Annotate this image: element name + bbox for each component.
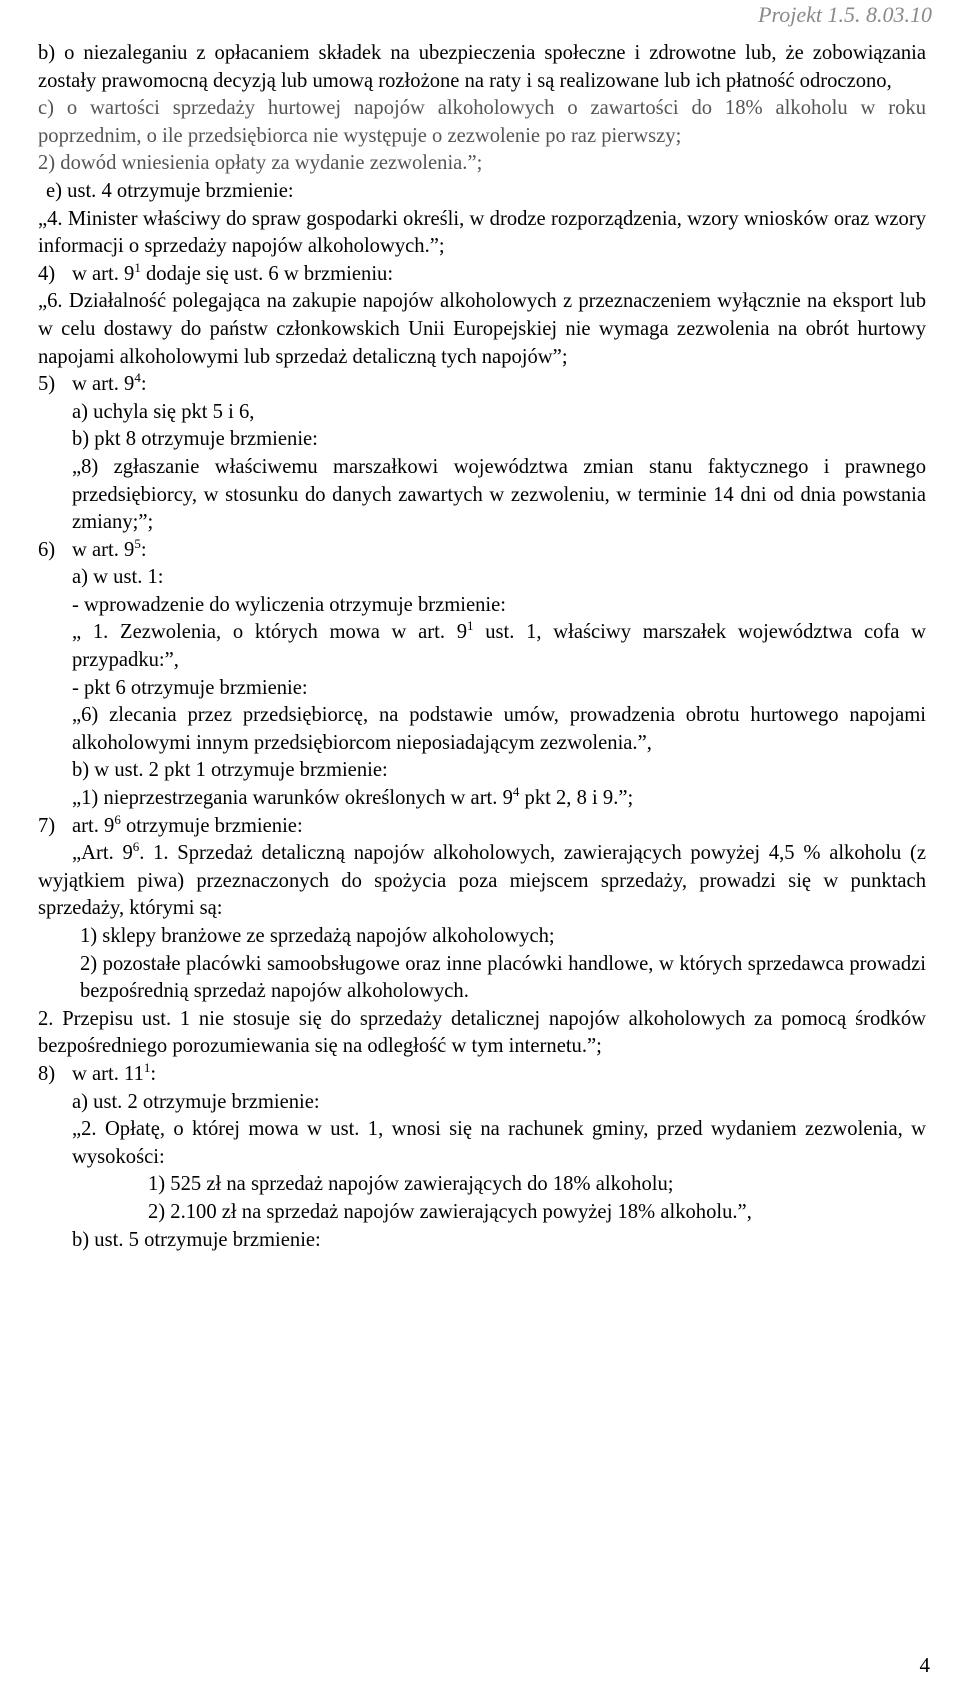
item-number: 7) — [38, 814, 56, 837]
item-6 — [38, 537, 926, 565]
quote-ust1: „ 1. Zezwolenia, o których mowa w art. $9^1$ ust. 1, właściwy marszałek województwa cofa w przypadku:”, — [72, 618, 926, 672]
quote-pkt8: „8) zgłaszanie właściwemu marszałkowi województwa zmian stanu faktycznego i prawnego przedsiębiorcy, w stosunku do danych zawartych w zezwoleniu, w terminie 14 dni od dnia powstania zmiany;”; — [72, 455, 926, 534]
oplata-point-1: 1) 525 zł na sprzedaż napojów zawierających do 18% alkoholu; — [148, 1173, 674, 1196]
item-text: w art. $9^4$: — [72, 370, 147, 396]
paragraph-e-ust4: e) ust. 4 otrzymuje brzmienie: — [46, 179, 294, 202]
item-number: 8) — [38, 1062, 56, 1085]
quote-ust4: „4. Minister właściwy do spraw gospodarki określi, w drodze rozporządzenia, wzory wniosków oraz wzory informacji o sprzedaży napojów alkoholowych.”; — [38, 207, 926, 258]
item-number: 6) — [38, 538, 56, 561]
item-7 — [38, 813, 926, 841]
item-6a-dash: - wprowadzenie do wyliczenia otrzymuje brzmienie: — [72, 593, 507, 616]
item-number: 5) — [38, 373, 56, 396]
item-5b: b) pkt 8 otrzymuje brzmienie: — [72, 428, 318, 451]
item-text: w art. $9^1$ dodaje się ust. 6 w brzmieniu: — [72, 259, 394, 285]
header-project-label: Projekt 1.5. 8.03.10 — [758, 2, 932, 27]
art96-ust2: 2. Przepisu ust. 1 nie stosuje się do sprzedaży detalicznej napojów alkoholowych za pomocą środków bezpośredniego porozumiewania się na odległość w tym internetu.”; — [38, 1007, 926, 1058]
art96-point-1: 1) sklepy branżowe ze sprzedażą napojów alkoholowych; — [80, 925, 555, 947]
item-8b: b) ust. 5 otrzymuje brzmienie: — [72, 1228, 321, 1251]
item-number: 4) — [38, 262, 56, 285]
item-8a: a) ust. 2 otrzymuje brzmienie: — [72, 1090, 320, 1113]
quote-oplata-ust2: „2. Opłatę, o której mowa w ust. 1, wnosi się na rachunek gminy, przed wydaniem zezwolenia, w wysokości: — [72, 1118, 926, 1168]
document-body — [38, 40, 926, 1254]
item-text: art. $9^6$ otrzymuje brzmienie: — [72, 811, 303, 837]
quote-art96: „Art. $9^6$. 1. Sprzedaż detaliczną napojów alkoholowych, zawierających powyżej 4,5 % alkoholu (z wyjątkiem piwa) przeznaczonych do spożycia poza miejscem sprzedaży, prowadzi się w punktach sprzedaży, którymi są: — [38, 839, 926, 920]
paragraph-b-niezaleganie: b) o niezaleganiu z opłacaniem składek na ubezpieczenia społeczne i zdrowotne lub, że zobowiązania zostały prawomocną decyzją lub umową rozłożone na raty i są realizowane lub ich płatność odroczono, — [38, 42, 926, 92]
quote-pkt6: „6) zlecania przez przedsiębiorcę, na podstawie umów, prowadzenia obrotu hurtowego napojami alkoholowymi innym przedsiębiorcom nieposiadającym zezwolenia.”, — [72, 704, 926, 754]
item-text: w art. $11^1$: — [72, 1059, 157, 1085]
item-6a-dash2: - pkt 6 otrzymuje brzmienie: — [72, 676, 308, 699]
art96-point-2: 2) pozostałe placówki samoobsługowe oraz inne placówki handlowe, w których sprzedawca prowadzi bezpośrednią sprzedaż napojów alkoholowych. — [80, 952, 926, 1003]
item-8 — [38, 1061, 926, 1089]
item-6b: b) w ust. 2 pkt 1 otrzymuje brzmienie: — [72, 759, 388, 782]
item-4 — [38, 261, 926, 289]
paragraph-dowod-oplaty: 2) dowód wniesienia opłaty za wydanie zezwolenia.”; — [38, 152, 483, 175]
page-number: 4 — [919, 1653, 930, 1677]
oplata-point-2: 2) 2.100 zł na sprzedaż napojów zawierających powyżej 18% alkoholu.”, — [148, 1200, 752, 1223]
quote-ust6: „6. Działalność polegająca na zakupie napojów alkoholowych z przeznaczeniem wyłącznie na eksport lub w celu dostawy do państw członkowskich Unii Europejskiej nie wymaga zezwolenia na obrót hurtowy napojami alkoholowymi lub sprzedaż detaliczną tych napojów”; — [38, 290, 926, 368]
item-text: w art. $9^5$: — [72, 535, 147, 561]
item-6a: a) w ust. 1: — [72, 566, 164, 589]
quote-pkt1: „1) nieprzestrzegania warunków określonych w art. $9^4$ pkt 2, 8 i 9.”; — [72, 784, 634, 810]
item-5a: a) uchyla się pkt 5 i 6, — [72, 400, 255, 423]
paragraph-c-wartosc: c) o wartości sprzedaży hurtowej napojów alkoholowych o zawartości do 18% alkoholu w roku poprzednim, o ile przedsiębiorca nie występuje o zezwolenie po raz pierwszy; — [38, 97, 926, 147]
item-5 — [38, 371, 926, 399]
